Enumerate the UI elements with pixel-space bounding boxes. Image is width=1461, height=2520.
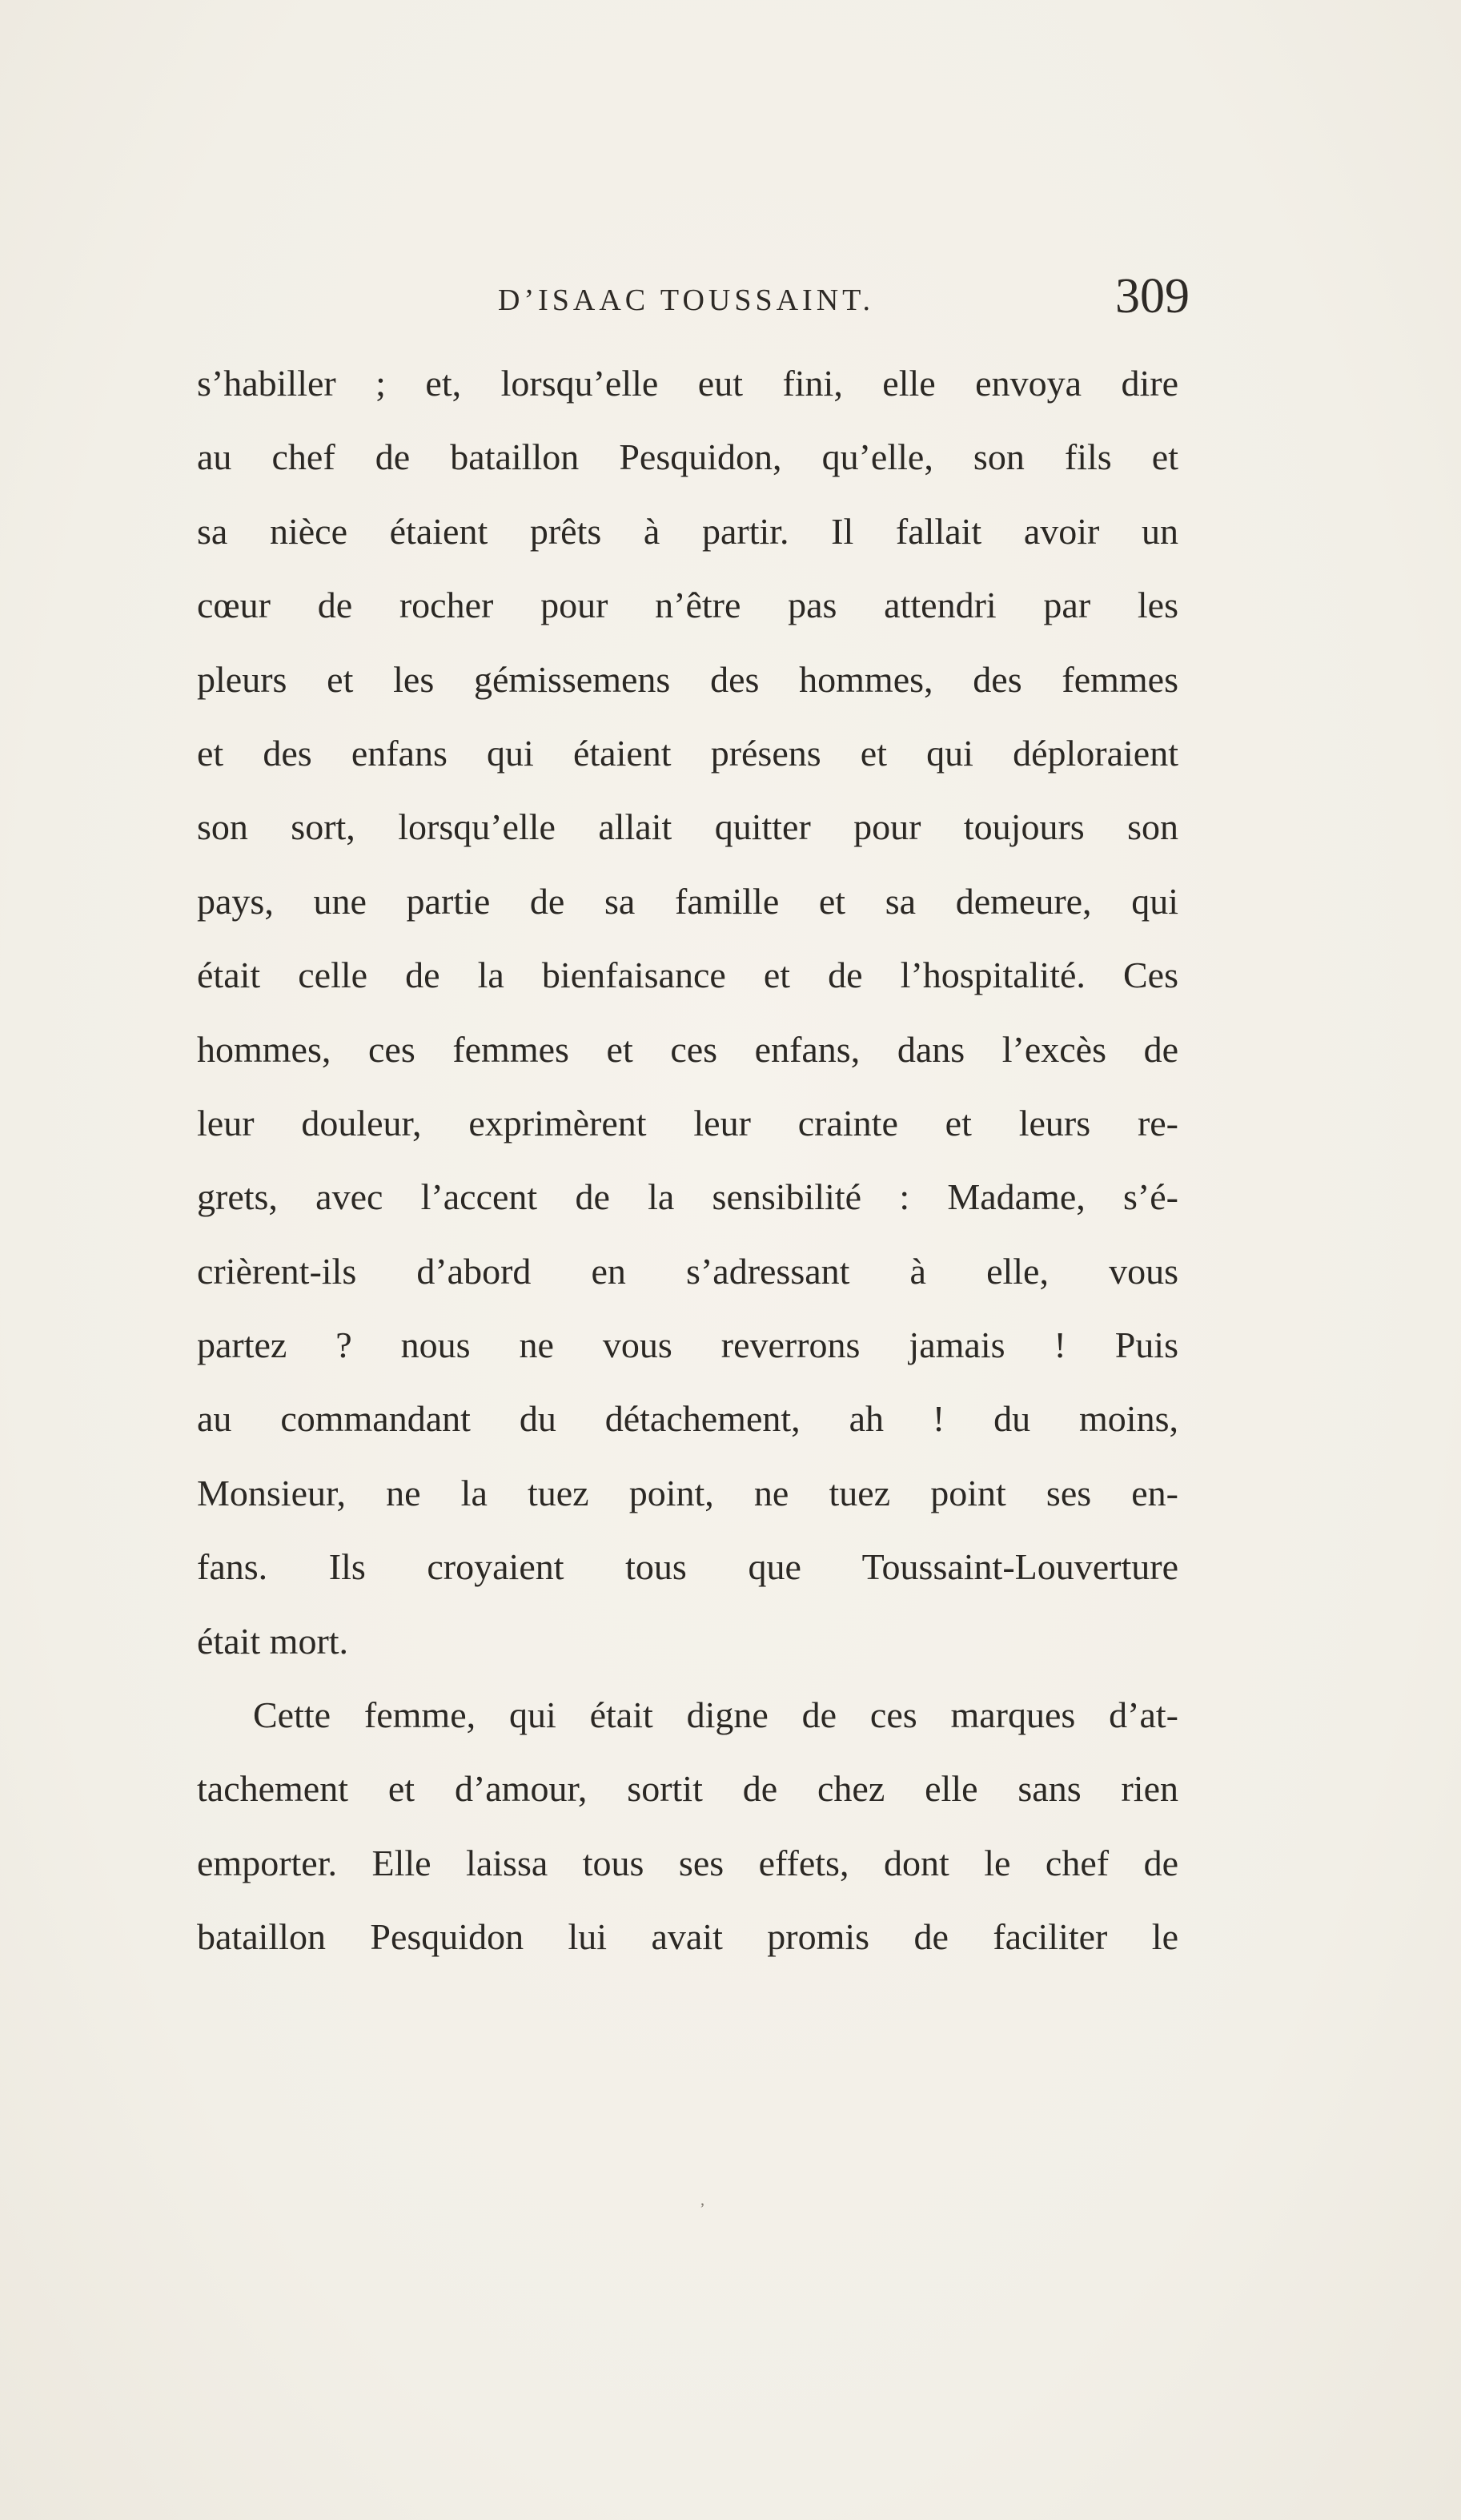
text-line: hommes, ces femmes et ces enfans, dans l’excès de — [197, 1028, 1178, 1070]
paragraph-start-line: Cette femme, qui était digne de ces marques d’at- — [253, 1694, 1178, 1736]
text-line: Monsieur, ne la tuez point, ne tuez point ses en- — [197, 1472, 1178, 1513]
text-line: bataillon Pesquidon lui avait promis de faciliter le — [197, 1916, 1178, 1958]
text-line: crièrent-ils d’abord en s’adressant à elle, vous — [197, 1250, 1178, 1292]
running-head — [194, 269, 1190, 332]
text-line: grets, avec l’accent de la sensibilité : Madame, s’é- — [197, 1176, 1178, 1218]
text-line: fans. Ils croyaient tous que Toussaint-Louverture — [197, 1546, 1178, 1588]
text-line: pleurs et les gémissemens des hommes, des femmes — [197, 658, 1178, 700]
text-line: tachement et d’amour, sortit de chez elle sans rien — [197, 1768, 1178, 1810]
page-number: 309 — [1115, 269, 1190, 324]
text-line: au chef de bataillon Pesquidon, qu’elle, son fils et — [197, 436, 1178, 478]
running-title: D’ISAAC TOUSSAINT. — [498, 283, 875, 317]
text-line: son sort, lorsqu’elle allait quitter pour toujours son — [197, 806, 1178, 848]
text-line: s’habiller ; et, lorsqu’elle eut fini, elle envoya dire — [197, 363, 1178, 404]
ink-speck: ʼ — [700, 2200, 705, 2218]
text-line: leur douleur, exprimèrent leur crainte et leurs re- — [197, 1102, 1178, 1143]
text-line: était celle de la bienfaisance et de l’hospitalité. Ces — [197, 955, 1178, 996]
text-line: pays, une partie de sa famille et sa demeure, qui — [197, 880, 1178, 922]
text-line: au commandant du détachement, ah ! du moins, — [197, 1398, 1178, 1440]
text-line: cœur de rocher pour n’être pas attendri par les — [197, 585, 1178, 626]
text-line: et des enfans qui étaient présens et qui déploraient — [197, 732, 1178, 774]
text-line: partez ? nous ne vous reverrons jamais ! Puis — [197, 1324, 1178, 1366]
text-line: sa nièce étaient prêts à partir. Il fallait avoir un — [197, 510, 1178, 552]
text-line: emporter. Elle laissa tous ses effets, dont le chef de — [197, 1842, 1178, 1883]
body-text — [197, 347, 1178, 1975]
paragraph-end-line: était mort. — [197, 1620, 349, 1662]
